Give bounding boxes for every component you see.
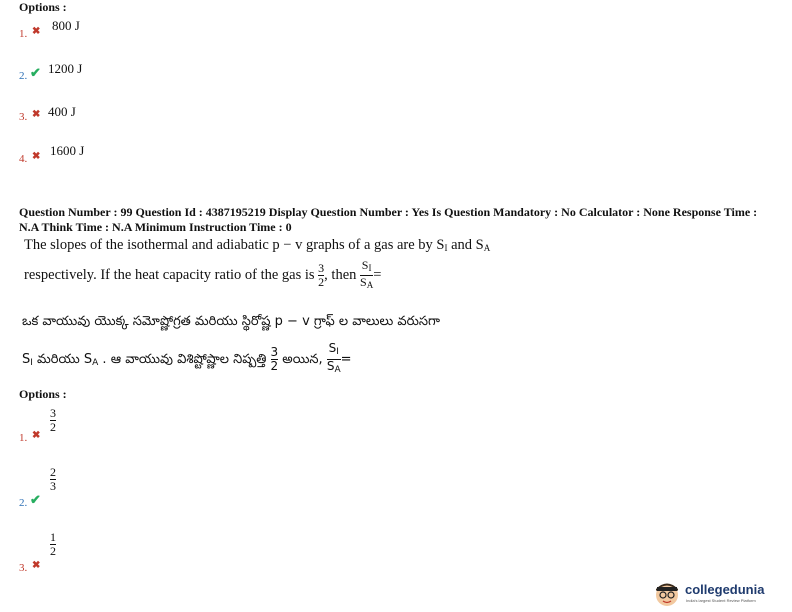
option-text: 1600 J [50, 143, 85, 158]
fraction: $\frac{3}{2}$ [270, 345, 279, 373]
option-fraction: 3 2 [50, 406, 56, 434]
question-meta-line1: Question Number : 99 Question Id : 4387195219 Display Question Number : Yes Is Question Mandatory : No Calculator : None Response Time : [19, 205, 758, 219]
wrong-mark-icon: ✖ [32, 26, 41, 37]
option-text: 1200 J [48, 61, 83, 76]
option-number: 3. [19, 562, 28, 574]
correct-check-icon: ✔ [30, 492, 41, 507]
option-number: 2. [19, 497, 28, 509]
option-number: 4. [19, 153, 28, 165]
logo-tagline: India's largest Student Review Platform [686, 598, 756, 603]
slope-ratio: $\frac{S_I}{S_A}$ [326, 341, 341, 375]
question-text-te-line2: $S_I$ మరియు $S_A$ . ఆ వాయువు విశిష్టోష్ణాల నిష్పత్తి $\frac{3}{2}$ అయిన, $\frac{S_I}{S_A}$ = [22, 341, 352, 375]
option-number: 2. [19, 70, 28, 82]
question-text-en-line1: The slopes of the isothermal and adiabatic p − v graphs of a gas are by $S_I$ and $S_A$ [24, 237, 491, 253]
option-number: 1. [19, 28, 28, 40]
option-number: 3. [19, 111, 28, 123]
wrong-mark-icon: ✖ [32, 430, 41, 441]
wrong-mark-icon: ✖ [32, 151, 41, 162]
slope-ratio: $\frac{S_I}{S_A}$ [360, 258, 374, 290]
wrong-mark-icon: ✖ [32, 109, 41, 120]
wrong-mark-icon: ✖ [32, 560, 41, 571]
question-text-en-line2: respectively. If the heat capacity ratio of the gas is $\frac{3}{2}$ , then $\frac{S_I}{S_A}$ = [24, 258, 382, 290]
option-text: 400 J [48, 104, 76, 119]
correct-check-icon: ✔ [30, 65, 41, 80]
question-meta [19, 205, 789, 235]
options-heading: Options : [19, 0, 67, 14]
question-text-te-line1: ఒక వాయువు యొక్క సమోష్ణోగ్రత మరియు స్థిరోష్ణ p − v గ్రాఫ్ ల వాలులు వరుసగా [22, 314, 440, 329]
option-fraction: 2 3 [50, 465, 56, 493]
option-number: 1. [19, 432, 28, 444]
collegedunia-logo [653, 580, 788, 608]
fraction: $\frac{3}{2}$ [318, 261, 325, 289]
options-heading: Options : [19, 387, 67, 401]
option-fraction: 1 2 [50, 530, 56, 558]
option-text: 800 J [52, 18, 80, 33]
mascot-icon [653, 580, 681, 608]
question-meta-line2: N.A Think Time : N.A Minimum Instruction Time : 0 [19, 220, 292, 234]
logo-text: collegedunia [685, 582, 765, 597]
